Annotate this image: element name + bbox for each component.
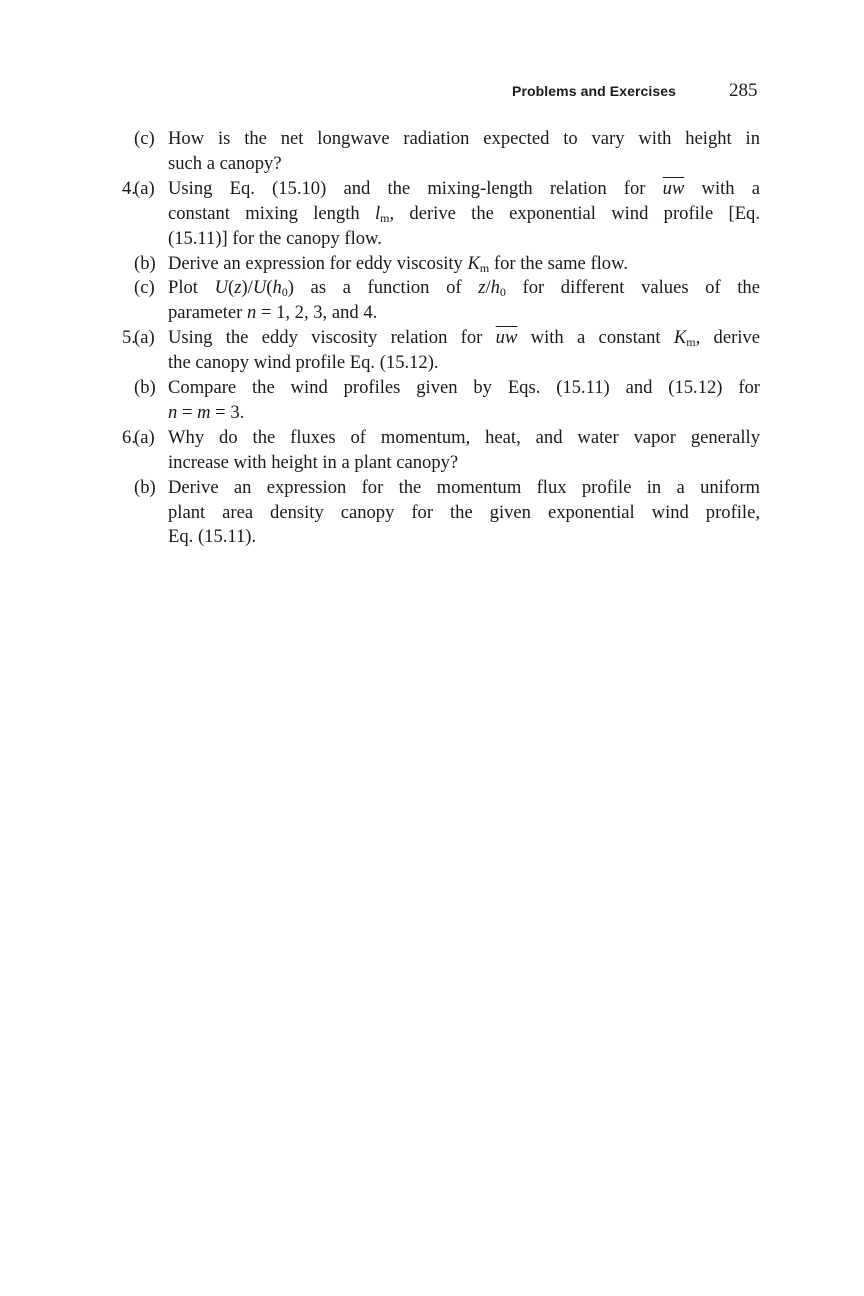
exercise-text-line: (15.11)] for the canopy flow. [168, 227, 382, 249]
exercise-number: 4. [122, 177, 136, 199]
exercise-text-line: Compare the wind profiles given by Eqs. (15.11) and (15.12) for [168, 377, 760, 398]
exercise-text-line: increase with height in a plant canopy? [168, 451, 459, 473]
exercise-number: 6. [122, 426, 136, 448]
exercise-part-label: (a) [134, 327, 155, 349]
exercise-part-label: (b) [134, 476, 156, 498]
page-number: 285 [729, 80, 758, 101]
exercise-part-label: (a) [134, 426, 155, 448]
exercise-part-label: (c) [134, 128, 155, 149]
exercise-text-line: Why do the fluxes of momentum, heat, and water vapor generally [168, 426, 760, 448]
exercise-text-line: such a canopy? [168, 152, 282, 174]
exercise-part-label: (c) [134, 277, 155, 299]
exercise-part-label: (a) [134, 177, 155, 199]
exercise-text-line: Derive an expression for the momentum flux profile in a uniform [168, 476, 760, 498]
exercise-text-line: Derive an expression for eddy viscosity $K_m$ for the same flow. [168, 252, 628, 275]
exercise-text-line: Using the eddy viscosity relation for $\overline{uw}$ with a constant $K_m$, derive [168, 327, 760, 350]
running-header [0, 80, 864, 104]
exercise-text-line: parameter n = 1, 2, 3, and 4. [168, 302, 378, 324]
exercise-text-line: plant area density canopy for the given exponential wind profile, [168, 501, 760, 523]
running-title: Problems and Exercises [512, 83, 677, 99]
exercise-text-line: Plot $U(z)/U(h_0)$ as a function of $z/h_0$ for different values of the [168, 277, 760, 300]
exercise-part-label: (b) [134, 377, 156, 398]
exercise-text-line: the canopy wind profile Eq. (15.12). [168, 352, 439, 374]
exercise-number: 5. [122, 327, 136, 349]
exercise-text-line: n = m = 3. [168, 401, 245, 423]
exercise-text-line: constant mixing length $l_m$, derive the exponential wind profile [Eq. [168, 202, 760, 225]
exercise-text-line: Using Eq. (15.10) and the mixing-length relation for $\overline{uw}$ with a [168, 177, 760, 199]
exercise-part-label: (b) [134, 252, 156, 274]
exercise-text-line: How is the net longwave radiation expected to vary with height in [168, 128, 760, 149]
exercise-text-line: Eq. (15.11). [168, 526, 257, 548]
